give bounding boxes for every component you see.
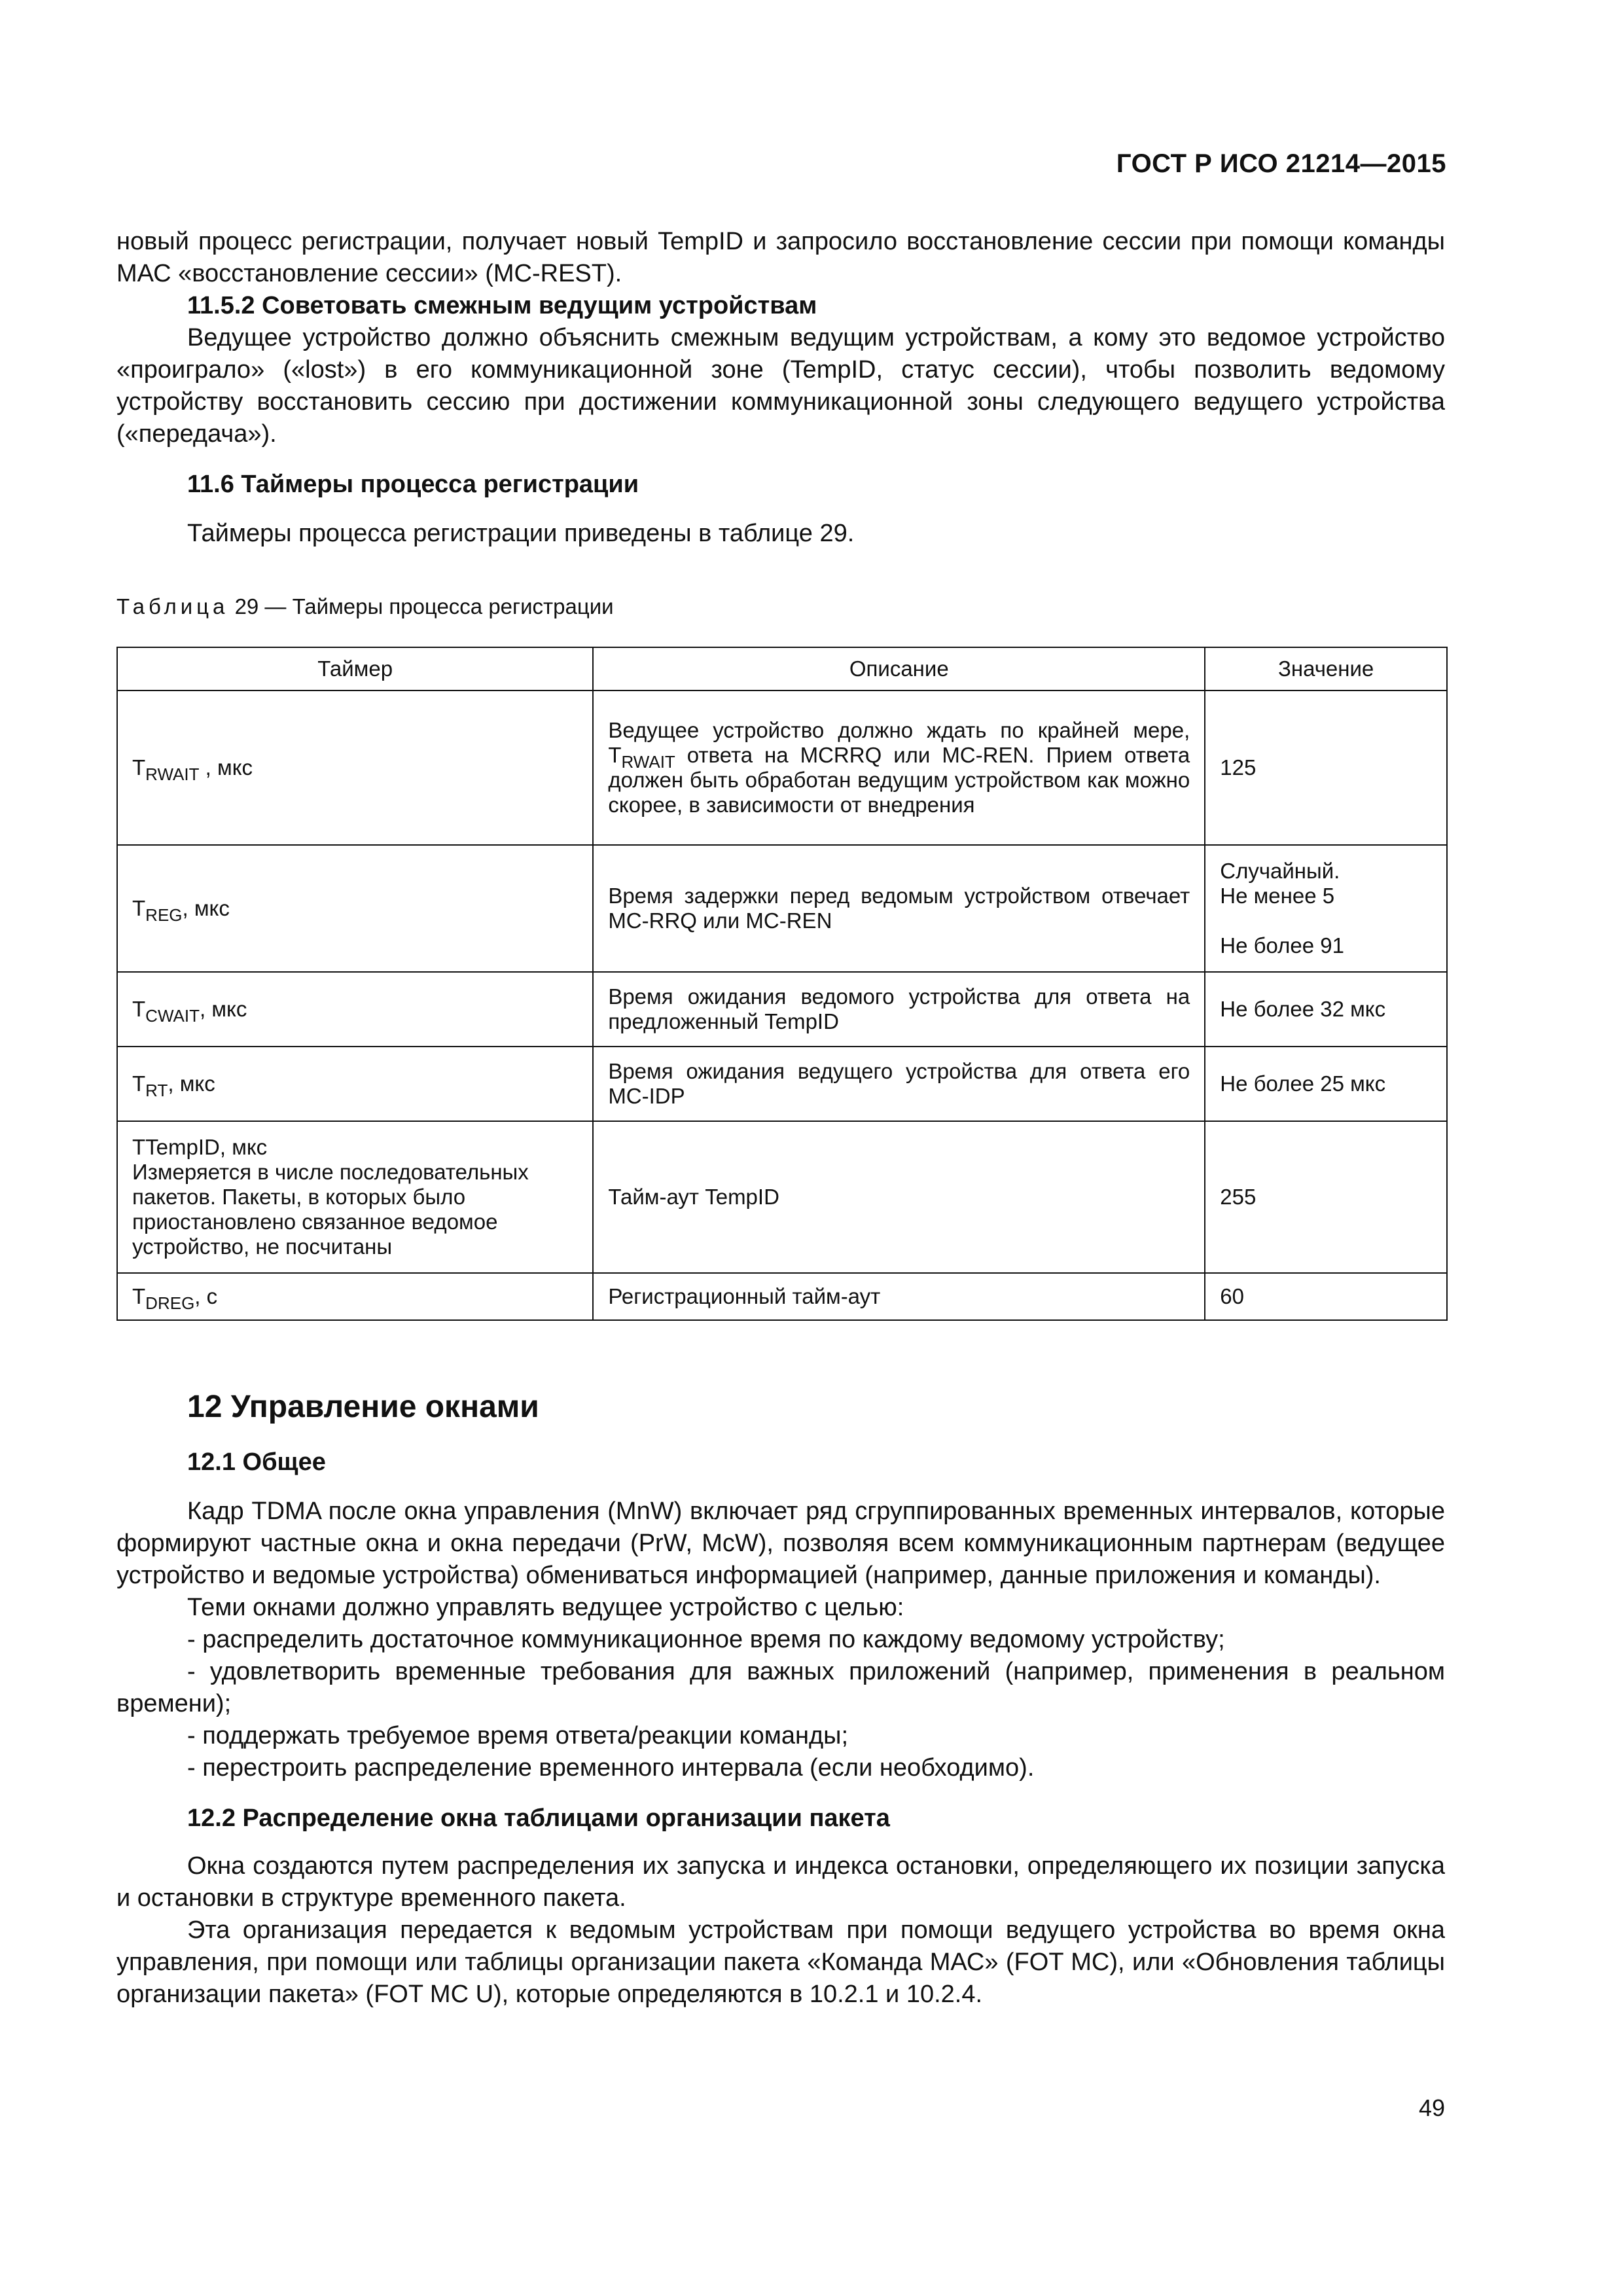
timer-subscript: DREG bbox=[145, 1293, 195, 1313]
timer-cell bbox=[117, 845, 593, 972]
section-12-1-paragraph-1: Кадр TDMA после окна управления (MnW) включает ряд сгруппированных временных интервалов, которые формируют частные окна и окна передачи (PrW, McW), позволяя всем коммуникационным партнерам (ведущее устройство и ведомые устройства) обмениваться информацией (например, данные приложения и команды). bbox=[116, 1498, 1445, 1589]
timer-subscript: RWAIT bbox=[145, 764, 200, 784]
timer-symbol: T bbox=[132, 755, 146, 780]
timer-subscript: CWAIT bbox=[145, 1006, 200, 1026]
description-part-a: Ведущее устройство должно ждать по крайней мере, T bbox=[608, 718, 1190, 767]
timer-note: Измеряется в числе последовательных пакетов. Пакеты, в которых было приостановлено связанное ведомое устройство, не посчитаны bbox=[132, 1160, 529, 1259]
value-cell: Не более 32 мкс bbox=[1205, 972, 1447, 1047]
timer-symbol: T bbox=[132, 997, 146, 1021]
section-12-2-paragraph-2: Эта организация передается к ведомым устройствам при помощи ведущего устройства во время окна управления, при помощи или таблицы организации пакета «Команда МАС» (FOT MC), или «Обновления таблицы организации пакета» (FOT MC U), которые определяются в 10.2.1 и 10.2.4. bbox=[116, 1916, 1445, 2008]
standard-header: ГОСТ Р ИСО 21214—2015 bbox=[1116, 149, 1446, 178]
timers-table bbox=[116, 647, 1448, 1321]
value-cell: 60 bbox=[1205, 1273, 1447, 1320]
timer-subscript: REG bbox=[145, 905, 183, 925]
page-number: 49 bbox=[1418, 2094, 1445, 2121]
table-row bbox=[117, 1047, 1447, 1121]
section-12-1-title: 12.1 Общее bbox=[187, 1448, 326, 1476]
table-caption-text: 29 — Таймеры процесса регистрации bbox=[234, 594, 614, 619]
upper-text-block bbox=[116, 226, 1445, 550]
table-row bbox=[117, 1121, 1447, 1273]
description-cell: Время ожидания ведущего устройства для ответа его MC-IDP bbox=[593, 1047, 1205, 1121]
list-item: - поддержать требуемое время ответа/реакции команды; bbox=[187, 1722, 849, 1749]
section-11-5-2-paragraph: Ведущее устройство должно объяснить смежным ведущим устройствам, а кому это ведомое устройство «проиграло» («lost») в его коммуникационной зоне (TempID, статус сессии), чтобы позволить ведомому устройству восстановить сессию при достижении коммуникационной зоны следующего ведущего устройства («передача»). bbox=[116, 324, 1445, 448]
table-caption-word: Таблица bbox=[116, 594, 229, 619]
intro-paragraph: новый процесс регистрации, получает новый TempID и запросило восстановление сессии при помощи команды МАС «восстановление сессии» (MC-REST). bbox=[116, 228, 1445, 287]
timer-symbol: T bbox=[132, 1071, 146, 1096]
description-cell: Время ожидания ведомого устройства для ответа на предложенный TempID bbox=[593, 972, 1205, 1047]
table-row bbox=[117, 691, 1447, 845]
list-item: - распределить достаточное коммуникационное время по каждому ведомому устройству; bbox=[187, 1626, 1225, 1653]
section-12-2-paragraph-1: Окна создаются путем распределения их запуска и индекса остановки, определяющего их позиции запуска и остановки в структуре временного пакета. bbox=[116, 1852, 1445, 1912]
timer-cell bbox=[117, 1273, 593, 1320]
table-row bbox=[117, 1273, 1447, 1320]
header-value: Значение bbox=[1205, 647, 1447, 691]
section-12-block bbox=[116, 1388, 1445, 2011]
section-11-6-paragraph: Таймеры процесса регистрации приведены в таблице 29. bbox=[187, 520, 855, 547]
description-part-b: ответа на MCRRQ или MC-REN. Прием ответа должен быть обработан ведущим устройством как можно скорее, в зависимости от внедрения bbox=[608, 743, 1190, 817]
value-line: Случайный. bbox=[1220, 859, 1340, 883]
timer-name: TTempID, мкс bbox=[132, 1135, 268, 1159]
section-11-5-2-title: 11.5.2 Советовать смежным ведущим устройствам bbox=[187, 292, 817, 319]
timer-unit: , с bbox=[194, 1284, 218, 1308]
section-12-title: 12 Управление окнами bbox=[187, 1390, 539, 1424]
timer-symbol: T bbox=[132, 1284, 146, 1308]
section-12-2-title: 12.2 Распределение окна таблицами организации пакета bbox=[187, 1804, 890, 1832]
header-description: Описание bbox=[593, 647, 1205, 691]
timer-unit: , мкс bbox=[199, 997, 247, 1021]
value-line: Не более 91 bbox=[1220, 933, 1344, 958]
table-caption bbox=[116, 594, 614, 619]
description-subscript: RWAIT bbox=[621, 752, 675, 772]
value-cell bbox=[1205, 845, 1447, 972]
value-cell: 125 bbox=[1205, 691, 1447, 845]
list-item: - перестроить распределение временного интервала (если необходимо). bbox=[187, 1754, 1035, 1782]
list-item: - удовлетворить временные требования для важных приложений (например, применения в реальном времени); bbox=[116, 1658, 1445, 1717]
section-11-6-title: 11.6 Таймеры процесса регистрации bbox=[187, 471, 639, 498]
description-cell: Тайм-аут TempID bbox=[593, 1121, 1205, 1273]
value-cell: Не более 25 мкс bbox=[1205, 1047, 1447, 1121]
description-cell bbox=[593, 691, 1205, 845]
timer-symbol: T bbox=[132, 896, 146, 920]
table-row bbox=[117, 845, 1447, 972]
timer-cell bbox=[117, 1121, 593, 1273]
value-cell: 255 bbox=[1205, 1121, 1447, 1273]
description-cell: Время задержки перед ведомым устройством отвечает MC-RRQ или MC-REN bbox=[593, 845, 1205, 972]
table-header-row bbox=[117, 647, 1447, 691]
timer-cell bbox=[117, 691, 593, 845]
timer-cell bbox=[117, 972, 593, 1047]
timer-cell bbox=[117, 1047, 593, 1121]
section-12-1-paragraph-2: Теми окнами должно управлять ведущее устройство с целью: bbox=[187, 1594, 904, 1621]
timer-unit: , мкс bbox=[199, 755, 253, 780]
description-cell: Регистрационный тайм-аут bbox=[593, 1273, 1205, 1320]
header-timer: Таймер bbox=[117, 647, 593, 691]
value-line: Не менее 5 bbox=[1220, 884, 1335, 908]
table-row bbox=[117, 972, 1447, 1047]
timer-unit: , мкс bbox=[168, 1071, 215, 1096]
timer-unit: , мкс bbox=[182, 896, 230, 920]
timer-subscript: RT bbox=[145, 1081, 168, 1100]
